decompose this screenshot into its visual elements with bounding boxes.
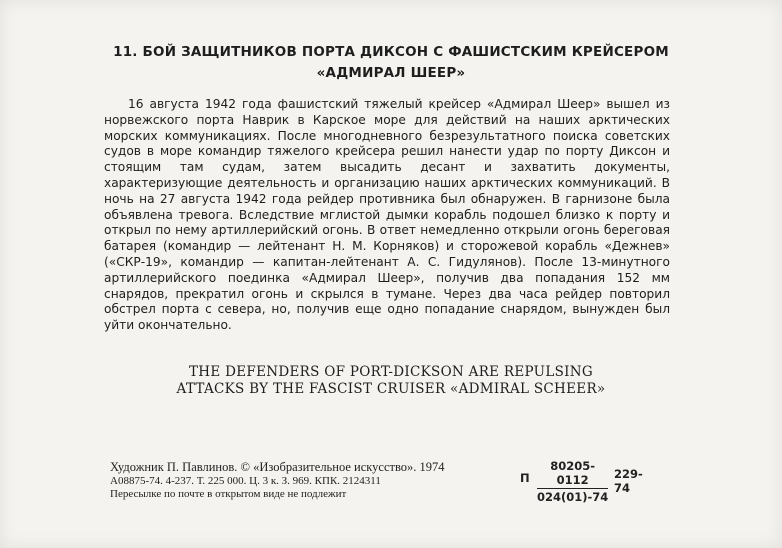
- publisher-imprint: [110, 460, 445, 500]
- imprint-codes-line: А08875-74. 4-237. Т. 225 000. Ц. 3 к. З. 969. КПК. 2124311: [110, 475, 381, 487]
- catalog-code-prefix: П: [520, 471, 530, 485]
- catalog-code-fraction: [537, 459, 608, 504]
- imprint-artist-line: Художник П. Павлинов. © «Изобразительное искусство». 1974: [110, 460, 445, 474]
- imprint-postal-note: Пересылке по почте в открытом виде не подлежит: [110, 487, 347, 500]
- description-text: [104, 97, 670, 334]
- catalog-code-denominator: 024(01)-74: [537, 490, 609, 504]
- card-title-line-2: «АДМИРАЛ ШЕЕР»: [316, 65, 466, 81]
- english-title-line-1: THE DEFENDERS OF PORT-DICKSON ARE REPULSING: [189, 364, 593, 380]
- english-title-line-2: ATTACKS BY THE FASCIST CRUISER «ADMIRAL SCHEER»: [176, 381, 606, 397]
- fraction-bar: [537, 488, 608, 489]
- card-title: [60, 42, 722, 84]
- catalog-price-code: 229-74: [614, 467, 643, 495]
- description-paragraph: 16 августа 1942 года фашистский тяжелый крейсер «Адмирал Шеер» вышел из норвежского порта Наврик в Карское море для действий на наших арктических морских коммуникациях. После многодневного безрезультатного поиска советских судов в море командир тяжелого крейсера решил нанести удар по порту Диксон и стоящим там судам, затем высадить десант и захватить документы, характеризующие деятельность и организацию наших арктических коммуникаций. В ночь на 27 августа 1942 года рейдер противника был обнаружен. В гарнизоне была объявлена тревога. Вследствие мглистой дымки корабль подошел близко к порту и открыл по нему артиллерийский огонь. В ответ немедленно открыли огонь береговая батарея (командир — лейтенант Н. М. Корняков) и сторожевой корабль «Дежнев» («СКР-19», командир — капитан-лейтенант А. С. Гидулянов). После 13-минутного артиллерийского поединка «Адмирал Шеер», получив два попадания 152 мм снарядов, прекратил огонь и скрылся в тумане. Через два часа рейдер повторил обстрел порта с севера, но, получив еще одно попадание снарядом, вынужден был уйти окончательно.: [104, 97, 670, 333]
- card-title-line-1: 11. БОЙ ЗАЩИТНИКОВ ПОРТА ДИКСОН С ФАШИСТСКИМ КРЕЙСЕРОМ: [113, 44, 669, 60]
- english-title: [120, 364, 662, 398]
- catalog-code-numerator: 80205-0112: [550, 459, 596, 487]
